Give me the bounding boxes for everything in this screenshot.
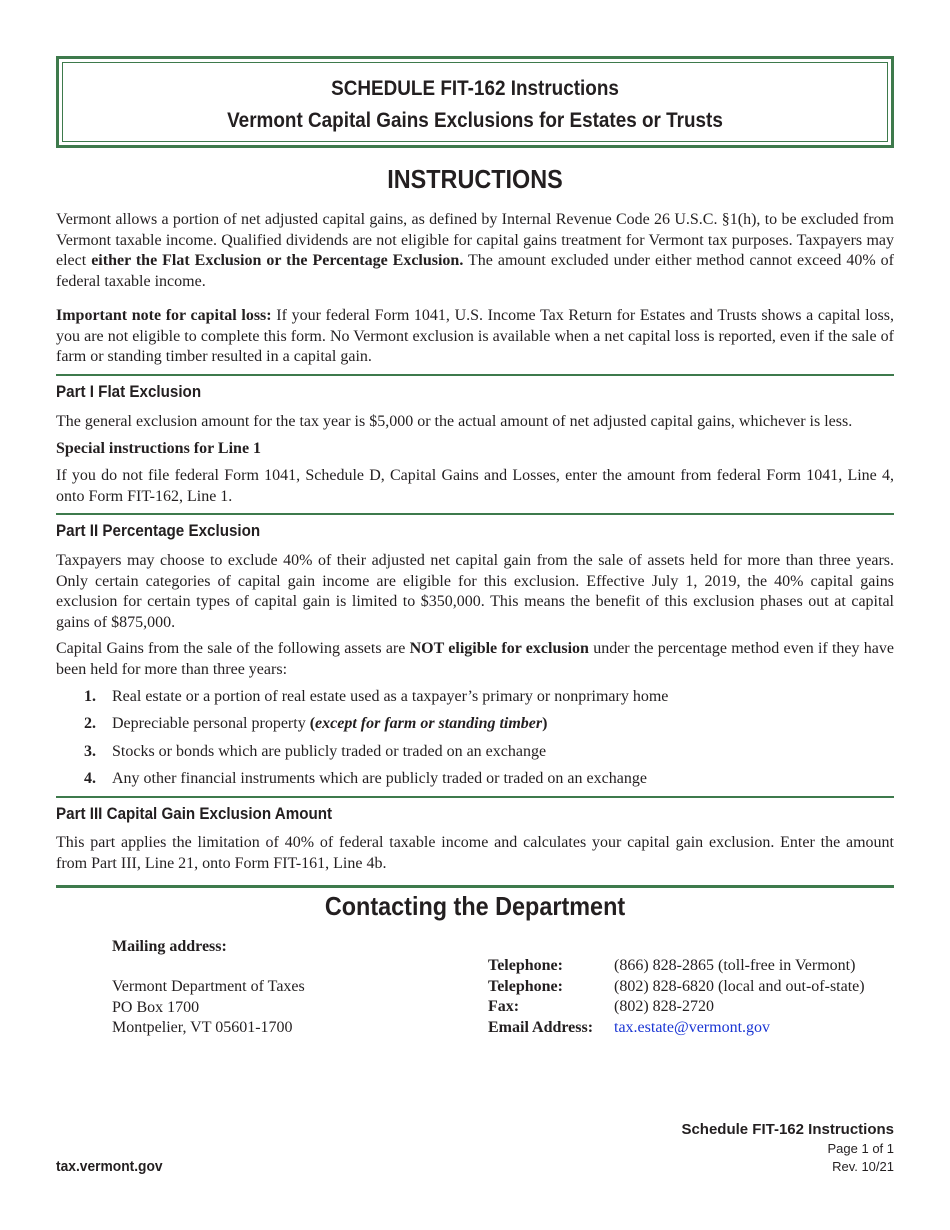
- document-title: SCHEDULE FIT-162 Instructions: [331, 77, 619, 100]
- not-eligible-bold: NOT eligible for exclusion: [409, 640, 589, 657]
- list-text: Real estate or a portion of real estate used as a taxpayer’s primary or nonprimary home: [112, 688, 669, 705]
- part1-special-text: If you do not file federal Form 1041, Schedule D, Capital Gains and Losses, enter the amount from federal Form 1041, Line 4, onto Form FIT-162, Line 1.: [56, 467, 894, 505]
- contact-row-fax: [488, 997, 865, 1018]
- contact-table: [488, 956, 865, 1038]
- instructions-heading: INSTRUCTIONS: [387, 164, 563, 194]
- intro-text-2: The amount excluded under either method cannot exceed 40% of federal taxable income.: [56, 252, 895, 290]
- footer-website[interactable]: tax.vermont.gov: [56, 1158, 163, 1175]
- contact-label: Email Address:: [488, 1018, 594, 1036]
- part2-heading: Part II Percentage Exclusion: [56, 522, 261, 540]
- part2-not-eligible: [56, 639, 894, 680]
- section-divider: [56, 374, 894, 376]
- part1-text: The general exclusion amount for the tax year is $5,000 or the actual amount of net adjusted capital gains, whichever is less.: [56, 413, 853, 430]
- header-box: [56, 56, 894, 148]
- email-link[interactable]: tax.estate@vermont.gov: [614, 1018, 771, 1036]
- contact-label: Fax:: [488, 998, 520, 1015]
- list-item: [84, 742, 894, 762]
- list-number: 4.: [84, 770, 96, 787]
- part3-heading: Part III Capital Gain Exclusion Amount: [56, 805, 333, 823]
- list-text: Any other financial instruments which are publicly traded or traded on an exchange: [112, 770, 647, 787]
- list-paren-open: (: [309, 715, 316, 732]
- footer-page-number: Page 1 of 1: [827, 1141, 894, 1156]
- contact-label: Telephone:: [488, 977, 563, 995]
- contact-divider: [56, 885, 894, 888]
- list-text: Depreciable personal property: [112, 715, 310, 732]
- list-paren-close: ): [542, 715, 548, 732]
- contact-row-email: [488, 1018, 865, 1039]
- address-line: Montpelier, VT 05601-1700: [112, 1019, 293, 1036]
- section-divider: [56, 796, 894, 798]
- list-number: 2.: [84, 715, 96, 732]
- contact-value: (802) 828-2720: [614, 998, 714, 1015]
- part1-special-heading: Special instructions for Line 1: [56, 440, 262, 457]
- list-number: 3.: [84, 743, 96, 760]
- part2-text: Taxpayers may choose to exclude 40% of their adjusted net capital gain from the sale of assets held for more than three years. Only certain categories of capital gain income are eligible for this exclusion. Effective July 1, 2019, the 40% capital gains exclusion for certain types of capital gain is limited to $350,000. This means the benefit of this exclusion phases out at capital gains of $875,000.: [56, 552, 894, 631]
- header-inner-border: [62, 62, 888, 142]
- contact-value: (866) 828-2865 (toll-free in Vermont): [614, 957, 856, 974]
- list-number: 1.: [84, 688, 96, 705]
- capital-loss-note-label: Important note for capital loss:: [56, 307, 272, 324]
- contact-label: Telephone:: [488, 957, 563, 974]
- list-text: Stocks or bonds which are publicly traded or traded on an exchange: [112, 743, 547, 760]
- address-line: Vermont Department of Taxes: [112, 978, 305, 995]
- contact-value: (802) 828-6820 (local and out-of-state): [614, 977, 865, 995]
- footer-doc-title: Schedule FIT-162 Instructions: [681, 1121, 894, 1138]
- mailing-address: [112, 977, 305, 1039]
- part3-text: This part applies the limitation of 40% of federal taxable income and calculates your capital gain exclusion. Enter the amount from Part III, Line 21, onto Form FIT-161, Line 4b.: [56, 834, 894, 872]
- list-item: [84, 769, 894, 789]
- footer-revision: Rev. 10/21: [832, 1159, 894, 1174]
- section-divider: [56, 513, 894, 515]
- capital-loss-note-text: If your federal Form 1041, U.S. Income Tax Return for Estates and Trusts shows a capital loss, you are not eligible to complete this form. No Vermont exclusion is available when a net capital loss is reported, even if the sale of farm or standing timber resulted in a capital gain.: [56, 307, 894, 365]
- contact-heading: Contacting the Department: [324, 891, 626, 921]
- contact-row-telephone-local: [488, 977, 865, 998]
- mailing-label: Mailing address:: [112, 938, 227, 955]
- capital-loss-note: [56, 306, 894, 368]
- contact-row-telephone-tollfree: [488, 956, 865, 977]
- not-eligible-text-2: under the percentage method even if they have been held for more than three years:: [56, 640, 894, 678]
- intro-text-1: Vermont allows a portion of net adjusted capital gains, as defined by Internal Revenue Code 26 U.S.C. §1(h), to be excluded from Vermont taxable income. Qualified dividends are not eligible for capital gains treatment for Vermont tax purposes. Taxpayers may elect: [56, 211, 894, 269]
- part1-heading: Part I Flat Exclusion: [56, 383, 202, 401]
- list-item: [84, 687, 894, 707]
- document-subtitle: Vermont Capital Gains Exclusions for Estates or Trusts: [227, 109, 723, 132]
- intro-bold: either the Flat Exclusion or the Percentage Exclusion.: [91, 252, 464, 269]
- address-line: PO Box 1700: [112, 998, 200, 1016]
- list-item: [84, 714, 894, 734]
- not-eligible-text-1: Capital Gains from the sale of the following assets are: [56, 640, 410, 657]
- list-emphasis: except for farm or standing timber: [315, 715, 543, 732]
- intro-paragraph: [56, 210, 894, 292]
